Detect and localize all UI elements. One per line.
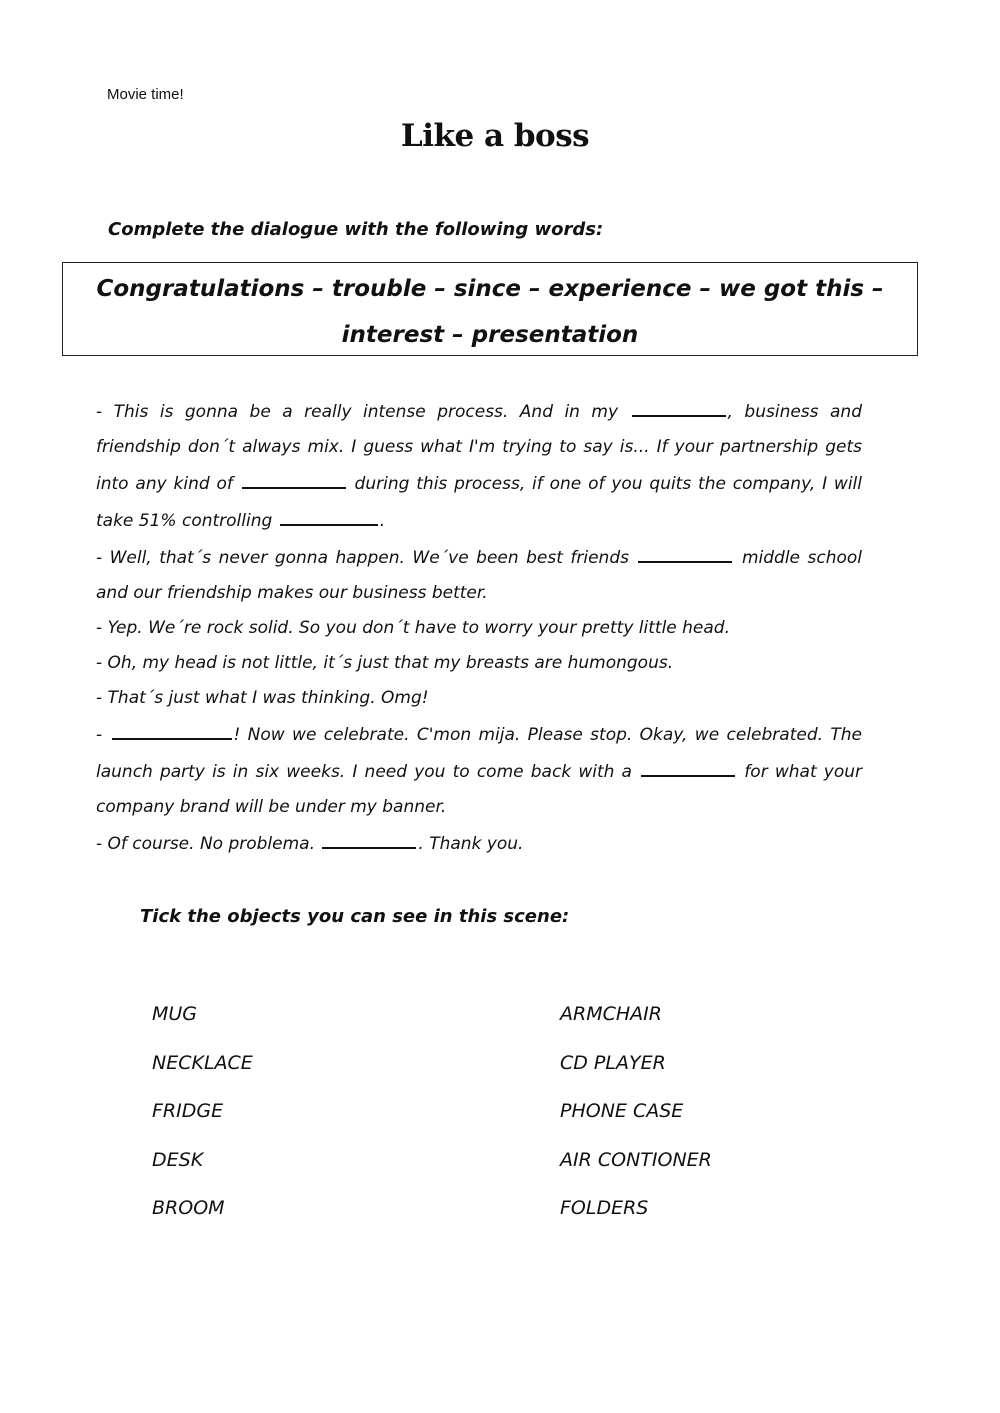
object-item[interactable]: DESK — [152, 1148, 204, 1171]
dialogue-line-1 — [96, 393, 862, 539]
object-item[interactable]: MUG — [152, 1003, 198, 1025]
objects-column-1 — [152, 997, 253, 1240]
object-item[interactable]: FRIDGE — [152, 1100, 224, 1122]
dialogue-line-3: - Yep. We´re rock solid. So you don´t have to worry your pretty little head. — [96, 618, 730, 638]
blank-6[interactable] — [641, 753, 735, 777]
dialogue-text: during this process, if one of you quits the company, I will take 51% controlling — [96, 474, 863, 531]
dialogue-line-4: - Oh, my head is not little, it´s just that my breasts are humongous. — [96, 653, 674, 673]
dialogue-line-7 — [96, 825, 862, 862]
blank-5[interactable] — [112, 716, 232, 740]
word-bank-line-2: interest – presentation — [341, 322, 639, 348]
dialogue-text: middle school and our friendship makes our business better. — [96, 548, 862, 603]
dialogue-text: ! Now we celebrate. C'mon mija. Please stop. Okay, we celebrated. The launch party is in six weeks. I need you to come back with a — [96, 725, 862, 782]
blank-3[interactable] — [280, 502, 378, 526]
dialogue-text: . — [379, 511, 386, 531]
dialogue — [96, 393, 862, 862]
object-item[interactable]: CD PLAYER — [560, 1051, 666, 1074]
dialogue-line-6 — [96, 716, 862, 825]
exercise1-instruction: Complete the dialogue with the following words: — [108, 219, 604, 240]
object-item[interactable]: PHONE CASE — [560, 1100, 684, 1122]
dialogue-text: - Of course. No problema. — [96, 834, 321, 854]
blank-4[interactable] — [638, 539, 732, 563]
blank-2[interactable] — [242, 465, 346, 489]
word-bank-line-1: Congratulations – trouble – since – experience – we got this – — [96, 276, 884, 302]
word-bank — [62, 262, 918, 356]
dialogue-text: , business and friendship don´t always mix. I guess what I'm trying to say is... If your partnership gets into any kind of — [96, 402, 862, 494]
object-item[interactable]: NECKLACE — [152, 1051, 253, 1074]
dialogue-text: - Well, that´s never gonna happen. We´ve been best friends — [96, 548, 637, 568]
dialogue-text: for what your company brand will be under my banner. — [96, 762, 862, 817]
dialogue-text: - This is gonna be a really intense process. And in my — [96, 402, 630, 422]
object-item[interactable]: FOLDERS — [560, 1197, 649, 1219]
object-item[interactable]: ARMCHAIR — [560, 1003, 662, 1025]
dialogue-line-2 — [96, 539, 862, 611]
objects-column-2 — [560, 997, 712, 1240]
object-item[interactable]: AIR CONTIONER — [560, 1148, 712, 1171]
exercise2-instruction: Tick the objects you can see in this scene: — [140, 906, 570, 927]
page-title: Like a boss — [400, 118, 590, 154]
blank-1[interactable] — [632, 393, 726, 417]
header-label: Movie time! — [107, 86, 184, 103]
blank-7[interactable] — [322, 825, 416, 849]
object-item[interactable]: BROOM — [152, 1197, 225, 1219]
dialogue-line-5: - That´s just what I was thinking. Omg! — [96, 688, 429, 708]
dialogue-text: . Thank you. — [418, 834, 524, 854]
dialogue-text: - — [96, 725, 110, 745]
